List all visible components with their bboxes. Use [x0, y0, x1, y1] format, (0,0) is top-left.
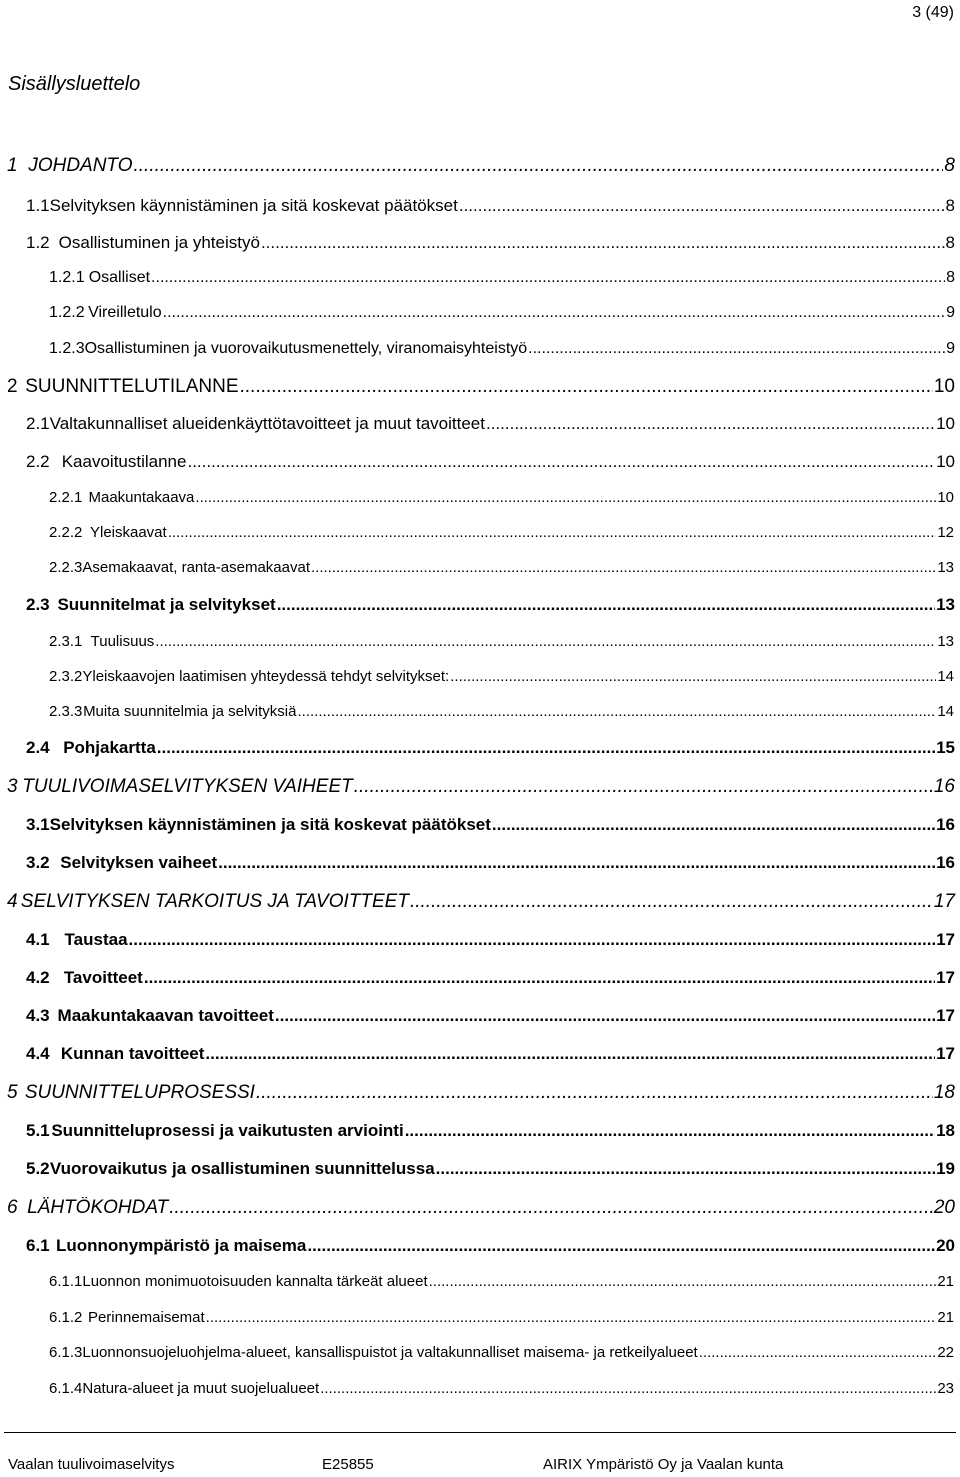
toc-entry-page: 8	[946, 269, 955, 286]
toc-entry-title: Luonnon monimuotoisuuden kannalta tärkeät alueet	[82, 1273, 428, 1290]
toc-dot-leader	[486, 414, 935, 434]
toc-entry-2[interactable]	[0, 376, 960, 406]
toc-entry-page: 9	[946, 340, 955, 357]
toc-entry-3-2[interactable]	[0, 853, 960, 883]
toc-entry-number: 4.2	[26, 968, 50, 987]
page-number: 3 (49)	[912, 4, 954, 21]
toc-entry-5-1[interactable]	[0, 1121, 960, 1151]
toc-entry-6-1[interactable]	[0, 1236, 960, 1266]
toc-entry-title: Suunnitelmat ja selvitykset	[57, 595, 276, 614]
toc-dot-leader	[459, 196, 945, 216]
toc-entry-title: Vuorovaikutus ja osallistuminen suunnittelussa	[49, 1159, 435, 1178]
toc-entry-number: 2.1	[26, 414, 50, 433]
toc-entry-6-1-1[interactable]	[0, 1273, 960, 1303]
toc-entry-title: Natura-alueet ja muut suojelualueet	[82, 1380, 320, 1397]
footer-author: AIRIX Ympäristö Oy ja Vaalan kunta	[543, 1456, 784, 1473]
toc-entry-2-1[interactable]	[0, 414, 960, 444]
toc-dot-leader	[206, 1309, 937, 1326]
toc-entry-title: Osalliset	[88, 269, 151, 286]
toc-dot-leader	[169, 1197, 933, 1219]
toc-entry-page: 18	[936, 1121, 955, 1140]
toc-entry-number: 2.2.1	[49, 489, 83, 506]
toc-dot-leader	[436, 1159, 935, 1179]
toc-dot-leader	[157, 738, 935, 758]
toc-entry-page: 13	[937, 633, 954, 650]
toc-entry-number: 1.2	[26, 233, 50, 252]
toc-entry-page: 13	[936, 595, 955, 614]
toc-entry-number: 1.2.1	[49, 269, 85, 286]
toc-entry-number: 2.2.3	[49, 559, 83, 576]
toc-dot-leader	[187, 452, 935, 472]
toc-entry-title: Valtakunnalliset alueidenkäyttötavoitteet ja muut tavoitteet	[49, 414, 485, 433]
toc-entry-number: 2.4	[26, 738, 50, 757]
toc-dot-leader	[405, 1121, 935, 1141]
toc-dot-leader	[297, 703, 936, 720]
toc-entry-number: 6.1.2	[49, 1309, 83, 1326]
toc-entry-number: 2	[7, 376, 18, 397]
toc-entry-3-1[interactable]	[0, 815, 960, 845]
toc-entry-title: SELVITYKSEN TARKOITUS JA TAVOITTEET	[20, 891, 409, 912]
toc-entry-page: 8	[944, 155, 955, 176]
toc-entry-page: 16	[936, 815, 955, 834]
toc-entry-page: 21	[937, 1309, 954, 1326]
toc-entry-title: Selvityksen vaiheet	[60, 853, 218, 872]
toc-entry-number: 4.3	[26, 1006, 50, 1025]
toc-dot-leader	[311, 559, 936, 576]
toc-entry-4-4[interactable]	[0, 1044, 960, 1074]
toc-entry-title: Luonnonympäristö ja maisema	[56, 1236, 307, 1255]
toc-entry-title: Tuulisuus	[90, 633, 155, 650]
toc-entry-number: 6.1.1	[49, 1273, 83, 1290]
toc-entry-number: 5.1	[26, 1121, 50, 1140]
toc-entry-page: 18	[933, 1082, 955, 1103]
toc-entry-1-1[interactable]	[0, 196, 960, 226]
toc-dot-leader	[429, 1273, 937, 1290]
toc-entry-page: 9	[946, 304, 955, 321]
toc-entry-page: 10	[936, 414, 955, 433]
toc-entry-page: 20	[933, 1197, 955, 1218]
toc-entry-number: 2.3.2	[49, 668, 83, 685]
toc-dot-leader	[450, 668, 936, 685]
toc-entry-number: 6.1	[26, 1236, 50, 1255]
toc-entry-page: 8	[945, 196, 955, 215]
toc-entry-1-2-2[interactable]	[0, 304, 960, 334]
toc-entry-title: Luonnonsuojeluohjelma-alueet, kansallispuistot ja valtakunnalliset maisema- ja retkeilyalueet	[82, 1344, 698, 1361]
toc-entry-2-2-1[interactable]	[0, 489, 960, 519]
toc-entry-title: Tavoitteet	[63, 968, 143, 987]
toc-entry-page: 10	[933, 376, 955, 397]
toc-dot-leader	[129, 930, 936, 950]
toc-entry-page: 21	[937, 1273, 954, 1290]
toc-entry-title: Osallistuminen ja yhteistyö	[58, 233, 260, 252]
toc-entry-page: 17	[936, 1006, 955, 1025]
toc-entry-number: 4.1	[26, 930, 50, 949]
toc-entry-page: 16	[933, 776, 955, 797]
toc-entry-number: 3	[7, 776, 18, 797]
toc-entry-title: Vireilletulo	[88, 304, 162, 321]
toc-entry-1[interactable]	[0, 155, 960, 185]
toc-entry-title: Pohjakartta	[63, 738, 156, 757]
toc-dot-leader	[275, 1006, 935, 1026]
toc-entry-page: 12	[937, 524, 954, 541]
toc-dot-leader	[320, 1380, 936, 1397]
toc-dot-leader	[410, 891, 933, 913]
toc-entry-2-3[interactable]	[0, 595, 960, 625]
toc-entry-2-2-3[interactable]	[0, 559, 960, 589]
toc-entry-2-3-1[interactable]	[0, 633, 960, 663]
toc-entry-page: 23	[937, 1380, 954, 1397]
toc-entry-page: 17	[936, 968, 955, 987]
toc-entry-6-1-2[interactable]	[0, 1309, 960, 1339]
toc-entry-number: 1	[7, 155, 18, 176]
toc-entry-page: 17	[936, 930, 955, 949]
toc-entry-title: SUUNNITTELUPROSESSI	[24, 1082, 255, 1103]
toc-entry-title: Osallistuminen ja vuorovaikutusmenettely, viranomaisyhteistyö	[84, 340, 528, 357]
toc-entry-page: 17	[936, 1044, 955, 1063]
toc-entry-3[interactable]	[0, 776, 960, 806]
toc-entry-number: 6.1.3	[49, 1344, 83, 1361]
toc-dot-leader	[307, 1236, 935, 1256]
toc-dot-leader	[195, 489, 936, 506]
toc-entry-page: 14	[937, 703, 954, 720]
toc-entry-6[interactable]	[0, 1197, 960, 1227]
footer-project-code: E25855	[322, 1456, 374, 1473]
toc-entry-title: Kaavoitustilanne	[61, 452, 187, 471]
toc-entry-number: 3.1	[26, 815, 50, 834]
toc-entry-2-2-2[interactable]	[0, 524, 960, 554]
toc-entry-number: 6.1.4	[49, 1380, 83, 1397]
toc-dot-leader	[155, 633, 936, 650]
toc-dot-leader	[277, 595, 935, 615]
toc-dot-leader	[261, 233, 945, 253]
toc-entry-number: 1.2.2	[49, 304, 85, 321]
toc-entry-5[interactable]	[0, 1082, 960, 1112]
toc-entry-page: 8	[945, 233, 955, 252]
toc-entry-2-4[interactable]	[0, 738, 960, 768]
toc-entry-page: 22	[937, 1344, 954, 1361]
toc-entry-title: Asemakaavat, ranta-asemakaavat	[82, 559, 310, 576]
toc-entry-4-2[interactable]	[0, 968, 960, 998]
toc-entry-page: 20	[936, 1236, 955, 1255]
toc-entry-1-2-1[interactable]	[0, 269, 960, 299]
toc-entry-title: JOHDANTO	[28, 155, 133, 176]
toc-dot-leader	[256, 1082, 933, 1104]
toc-entry-number: 2.3.1	[49, 633, 83, 650]
toc-entry-page: 15	[936, 738, 955, 757]
toc-dot-leader	[144, 968, 935, 988]
toc-dot-leader	[133, 155, 943, 177]
toc-entry-title: SUUNNITTELUTILANNE	[25, 376, 239, 397]
toc-entry-6-1-3[interactable]	[0, 1344, 960, 1374]
toc-dot-leader	[205, 1044, 935, 1064]
toc-entry-number: 1.2.3	[49, 340, 85, 357]
toc-entry-2-3-2[interactable]	[0, 668, 960, 698]
toc-entry-title: TUULIVOIMASELVITYKSEN VAIHEET	[22, 776, 353, 797]
toc-entry-number: 2.3.3	[49, 703, 83, 720]
toc-entry-title: Selvityksen käynnistäminen ja sitä koskevat päätökset	[49, 815, 491, 834]
toc-entry-number: 6	[7, 1197, 18, 1218]
toc-entry-number: 2.3	[26, 595, 50, 614]
toc-entry-page: 16	[936, 853, 955, 872]
toc-entry-title: LÄHTÖKOHDAT	[27, 1197, 169, 1218]
toc-entry-number: 1.1	[26, 196, 50, 215]
toc-entry-page: 17	[933, 891, 955, 912]
footer-divider	[4, 1432, 956, 1433]
toc-dot-leader	[492, 815, 935, 835]
toc-entry-page: 10	[937, 489, 954, 506]
toc-entry-2-2[interactable]	[0, 452, 960, 482]
toc-entry-4[interactable]	[0, 891, 960, 921]
toc-entry-page: 10	[936, 452, 955, 471]
toc-dot-leader	[218, 853, 935, 873]
toc-entry-5-2[interactable]	[0, 1159, 960, 1189]
toc-entry-title: Yleiskaavojen laatimisen yhteydessä tehdyt selvitykset:	[82, 668, 450, 685]
toc-entry-page: 14	[937, 668, 954, 685]
toc-entry-page: 13	[937, 559, 954, 576]
toc-entry-2-3-3[interactable]	[0, 703, 960, 733]
toc-dot-leader	[528, 340, 945, 358]
toc-heading: Sisällysluettelo	[8, 73, 141, 95]
toc-entry-number: 2.2.2	[49, 524, 83, 541]
toc-entry-title: Selvityksen käynnistäminen ja sitä koskevat päätökset	[49, 196, 458, 215]
toc-entry-title: Taustaa	[64, 930, 128, 949]
toc-entry-number: 4.4	[26, 1044, 50, 1063]
toc-entry-title: Yleiskaavat	[89, 524, 167, 541]
toc-dot-leader	[151, 269, 945, 287]
toc-entry-title: Maakuntakaavan tavoitteet	[57, 1006, 274, 1025]
toc-dot-leader	[163, 304, 945, 322]
toc-dot-leader	[240, 376, 933, 398]
toc-entry-title: Maakuntakaava	[88, 489, 195, 506]
toc-entry-title: Suunnitteluprosessi ja vaikutusten arviointi	[51, 1121, 404, 1140]
toc-entry-6-1-4[interactable]	[0, 1380, 960, 1410]
toc-dot-leader	[354, 776, 933, 798]
toc-entry-number: 5.2	[26, 1159, 50, 1178]
toc-entry-number: 4	[7, 891, 18, 912]
footer-document-title: Vaalan tuulivoimaselvitys	[8, 1456, 175, 1473]
toc-entry-number: 2.2	[26, 452, 50, 471]
toc-entry-title: Kunnan tavoitteet	[60, 1044, 205, 1063]
toc-entry-1-2[interactable]	[0, 233, 960, 263]
toc-dot-leader	[699, 1344, 937, 1361]
toc-entry-title: Perinnemaisemat	[87, 1309, 205, 1326]
toc-entry-4-1[interactable]	[0, 930, 960, 960]
toc-entry-page: 19	[936, 1159, 955, 1178]
toc-entry-number: 5	[7, 1082, 18, 1103]
toc-entry-number: 3.2	[26, 853, 50, 872]
toc-entry-1-2-3[interactable]	[0, 340, 960, 370]
toc-entry-4-3[interactable]	[0, 1006, 960, 1036]
toc-entry-title: Muita suunnitelmia ja selvityksiä	[83, 703, 297, 720]
toc-dot-leader	[168, 524, 937, 541]
